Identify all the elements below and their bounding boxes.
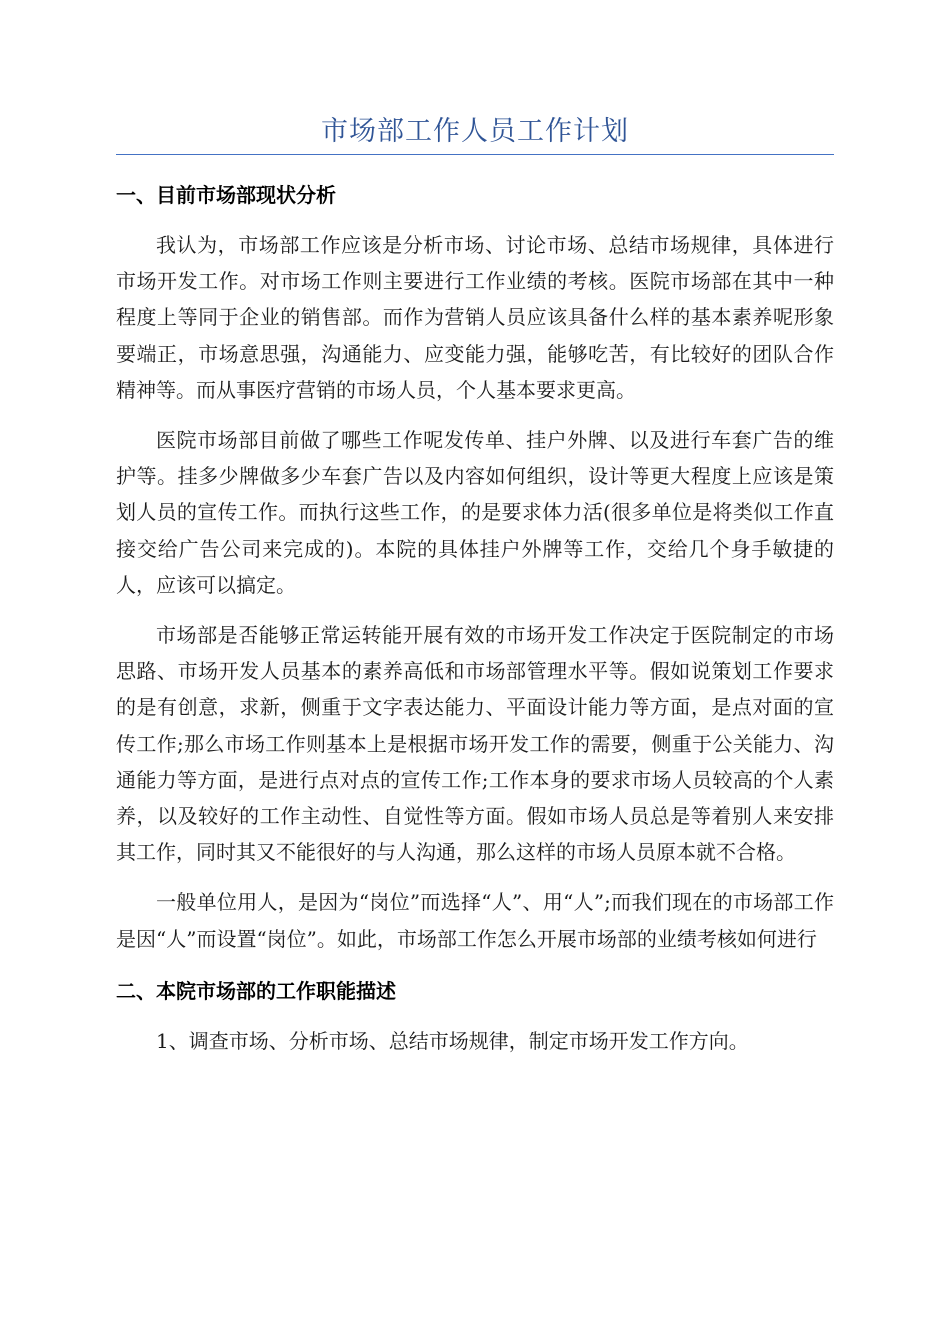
- section-heading-2: 二、本院市场部的工作职能描述: [116, 978, 396, 1003]
- paragraph: 1、调查市场、分析市场、总结市场规律，制定市场开发工作方向。: [156, 1028, 749, 1053]
- title-underline: [116, 154, 834, 155]
- section-heading-1: 一、目前市场部现状分析: [116, 183, 336, 207]
- paragraph: 医院市场部目前做了哪些工作呢发传单、挂户外牌、以及进行车套广告的维护等。挂多少牌做多少车套广告以及内容如何组织，设计等更大程度上应该是策划人员的宣传工作。而执行这些工作，的是要求体力活(很多单位是将类似工作直接交给广告公司来完成的)。本院的具体挂户外牌等工作，交给几个身手敏捷的人，应该可以搞定。: [116, 428, 834, 597]
- document-title: 市场部工作人员工作计划: [321, 116, 629, 147]
- document-body: [116, 177, 834, 1059]
- paragraph: 我认为，市场部工作应该是分析市场、讨论市场、总结市场规律，具体进行市场开发工作。对市场工作则主要进行工作业绩的考核。医院市场部在其中一种程度上等同于企业的销售部。而作为营销人员应该具备什么样的基本素养呢形象要端正，市场意思强，沟通能力、应变能力强，能够吃苦，有比较好的团队合作精神等。而从事医疗营销的市场人员，个人基本要求更高。: [116, 233, 834, 402]
- paragraph: 市场部是否能够正常运转能开展有效的市场开发工作决定于医院制定的市场思路、市场开发人员基本的素养高低和市场部管理水平等。假如说策划工作要求的是有创意，求新，侧重于文字表达能力、平面设计能力等方面，是点对面的宣传工作;那么市场工作则基本上是根据市场开发工作的需要，侧重于公关能力、沟通能力等方面，是进行点对点的宣传工作;工作本身的要求市场人员较高的个人素养，以及较好的工作主动性、自觉性等方面。假如市场人员总是等着别人来安排其工作，同时其又不能很好的与人沟通，那么这样的市场人员原本就不合格。: [116, 623, 834, 865]
- paragraph: 一般单位用人，是因为“岗位”而选择“人”、用“人”;而我们现在的市场部工作是因“人”而设置“岗位”。如此，市场部工作怎么开展市场部的业绩考核如何进行: [116, 890, 834, 951]
